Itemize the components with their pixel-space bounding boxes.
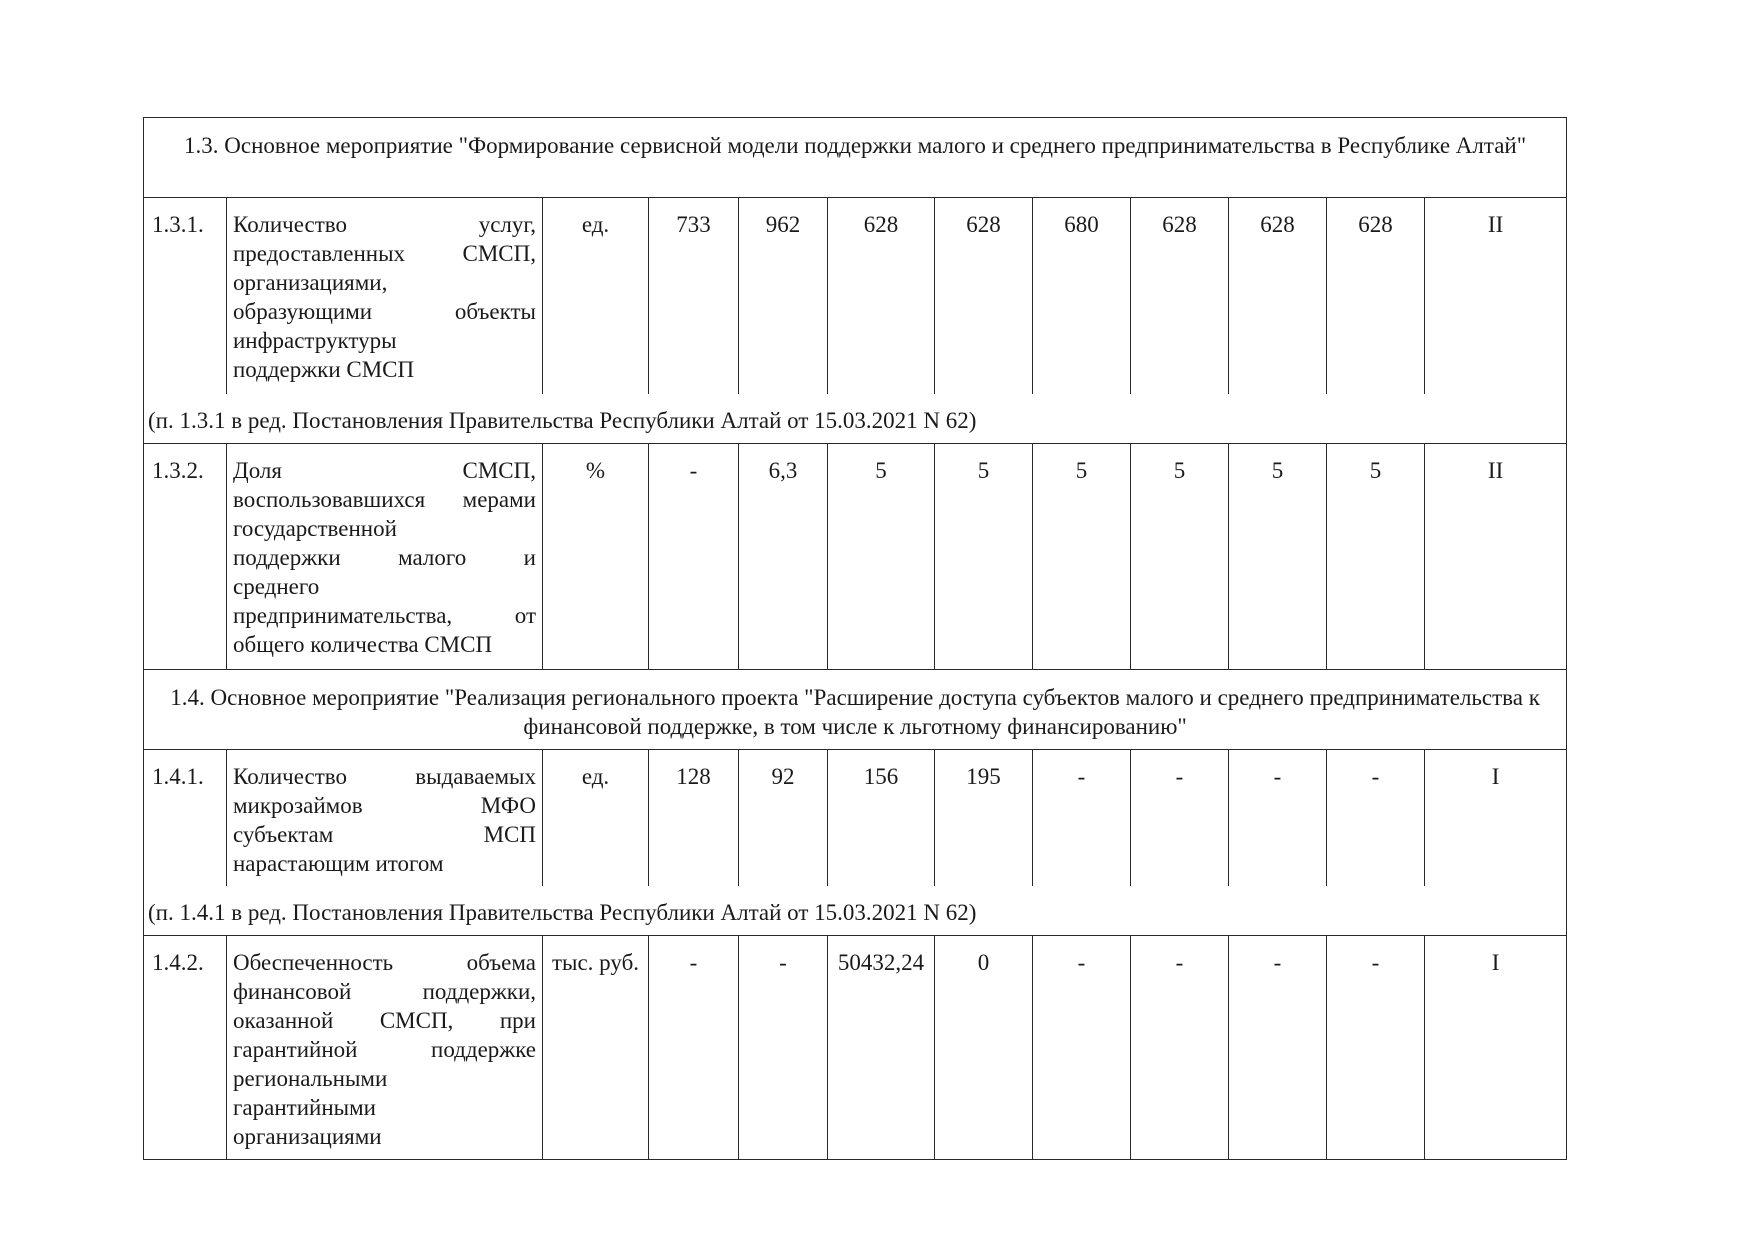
value-cell: 5	[1131, 443, 1229, 669]
section-header-row	[144, 118, 1567, 198]
value-cell: 0	[935, 935, 1033, 1159]
value-cell: -	[1229, 935, 1327, 1159]
amendment-note-row	[144, 394, 1567, 444]
value-cell: 5	[1033, 443, 1131, 669]
value-cell: 195	[935, 749, 1033, 886]
value-cell: 128	[649, 749, 739, 886]
value-cell: 628	[935, 198, 1033, 394]
priority-cell: II	[1425, 443, 1567, 669]
value-cell: 5	[1327, 443, 1425, 669]
unit-cell: тыс. руб.	[543, 935, 649, 1159]
value-cell: 92	[739, 749, 828, 886]
value-cell: -	[1327, 935, 1425, 1159]
value-cell: 680	[1033, 198, 1131, 394]
indicators-table	[143, 117, 1567, 1160]
unit-cell: ед.	[543, 198, 649, 394]
value-cell: 628	[1229, 198, 1327, 394]
value-cell: 5	[935, 443, 1033, 669]
table-row	[144, 443, 1567, 669]
amendment-note: (п. 1.4.1 в ред. Постановления Правительства Республики Алтай от 15.03.2021 N 62)	[144, 886, 1567, 936]
unit-cell: ед.	[543, 749, 649, 886]
table-row	[144, 935, 1567, 1159]
row-number: 1.4.2.	[144, 935, 227, 1159]
unit-cell: %	[543, 443, 649, 669]
indicator-name: Доля СМСП, воспользовавшихся мерами государственной поддержки малого и среднего предпринимательства, от общего количества СМСП	[227, 443, 543, 669]
value-cell: 50432,24	[828, 935, 935, 1159]
value-cell: 6,3	[739, 443, 828, 669]
section-title: 1.3. Основное мероприятие "Формирование сервисной модели поддержки малого и среднего предпринимательства в Республике Алтай"	[144, 118, 1567, 198]
row-number: 1.3.2.	[144, 443, 227, 669]
value-cell: 628	[1327, 198, 1425, 394]
priority-cell: I	[1425, 935, 1567, 1159]
amendment-note-row	[144, 886, 1567, 936]
value-cell: -	[1229, 749, 1327, 886]
value-cell: -	[1033, 935, 1131, 1159]
value-cell: -	[1033, 749, 1131, 886]
value-cell: -	[1131, 749, 1229, 886]
value-cell: -	[1131, 935, 1229, 1159]
indicator-name: Количество услуг, предоставленных СМСП, организациями, образующими объекты инфраструктуры поддержки СМСП	[227, 198, 543, 394]
value-cell: -	[1327, 749, 1425, 886]
value-cell: 628	[1131, 198, 1229, 394]
value-cell: -	[649, 443, 739, 669]
row-number: 1.3.1.	[144, 198, 227, 394]
priority-cell: II	[1425, 198, 1567, 394]
amendment-note: (п. 1.3.1 в ред. Постановления Правительства Республики Алтай от 15.03.2021 N 62)	[144, 394, 1567, 444]
value-cell: 962	[739, 198, 828, 394]
row-number: 1.4.1.	[144, 749, 227, 886]
value-cell: -	[649, 935, 739, 1159]
value-cell: 733	[649, 198, 739, 394]
value-cell: -	[739, 935, 828, 1159]
value-cell: 5	[828, 443, 935, 669]
section-header-row	[144, 669, 1567, 749]
table-row	[144, 198, 1567, 394]
value-cell: 5	[1229, 443, 1327, 669]
table-row	[144, 749, 1567, 886]
indicator-name: Обеспеченность объема финансовой поддержки, оказанной СМСП, при гарантийной поддержке региональными гарантийными организациями	[227, 935, 543, 1159]
priority-cell: I	[1425, 749, 1567, 886]
value-cell: 628	[828, 198, 935, 394]
indicator-name: Количество выдаваемых микрозаймов МФО субъектам МСП нарастающим итогом	[227, 749, 543, 886]
value-cell: 156	[828, 749, 935, 886]
section-title: 1.4. Основное мероприятие "Реализация регионального проекта "Расширение доступа субъектов малого и среднего предпринимательства к финансовой поддержке, в том числе к льготному финансированию"	[144, 669, 1567, 749]
